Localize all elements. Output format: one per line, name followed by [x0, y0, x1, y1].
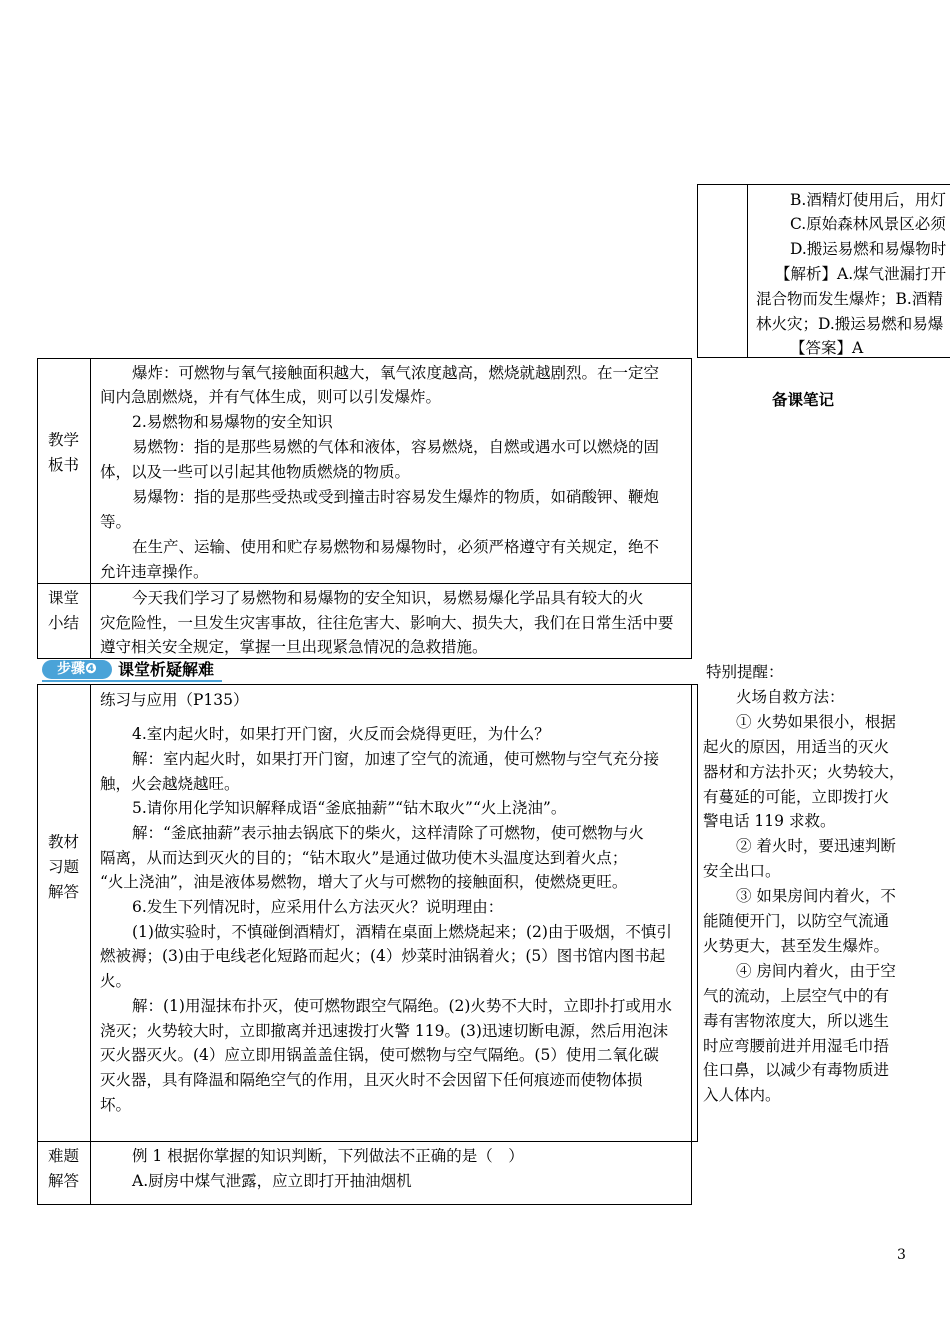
table-border: [90, 684, 91, 1205]
difficult-label: 解答: [47, 1172, 79, 1190]
side-note-line: ③ 如果房间内着火，不: [736, 887, 896, 905]
board-line: 易燃物：指的是那些易燃的气体和液体，容易燃烧，自燃或遇水可以燃烧的固: [132, 438, 660, 456]
table-border: [691, 684, 692, 1205]
table-border: [691, 358, 692, 659]
board-line: 体，以及一些可以引起其他物质燃烧的物质。: [100, 463, 411, 481]
side-note-line: 起火的原因，用适当的灭火: [703, 738, 890, 756]
step-underline: [42, 680, 222, 682]
board-line: 2.易燃物和易爆物的安全知识: [132, 413, 333, 431]
side-note-line: 器材和方法扑灭；火势较大，: [703, 763, 905, 781]
summary-line: 遵守相关安全规定，掌握一旦出现紧急情况的急救措施。: [100, 638, 488, 656]
textbook-line: 浇灭；火势较大时，立即撤离并迅速拨打火警 119。(3)迅速切断电源，然后用泡沫: [100, 1022, 668, 1040]
step-title: 课堂析疑解难: [118, 660, 215, 679]
difficult-line: A.厨房中煤气泄露，应立即打开抽油烟机: [132, 1172, 412, 1190]
textbook-line: 解：(1)用湿抹布扑灭，使可燃物跟空气隔绝。(2)火势不大时，立即扑打或用水: [132, 997, 672, 1015]
difficult-line: 例 1 根据你掌握的知识判断，下列做法不正确的是（ ）: [132, 1147, 524, 1165]
side-note-line: 气的流动，上层空气中的有: [703, 987, 890, 1005]
summary-label: 课堂: [47, 589, 79, 607]
board-line: 间内急剧燃烧，并有气体生成，则可以引发爆炸。: [100, 388, 442, 406]
board-label: 教学: [47, 431, 79, 449]
textbook-line: 5.请你用化学知识解释成语“釜底抽薪”“钻木取火”“火上浇油”。: [132, 799, 567, 817]
textbook-line: “火上浇油”，油是液体易燃物，增大了火与可燃物的接触面积，使燃烧更旺。: [100, 873, 628, 891]
table-border: [37, 358, 691, 359]
difficult-label: 难题: [47, 1147, 79, 1165]
side-note-line: 毒有害物浓度大，所以逃生: [703, 1012, 890, 1030]
board-line: 爆炸：可燃物与氧气接触面积越大，氧气浓度越高，燃烧就越剧烈。在一定空: [132, 364, 660, 382]
top-box-line: 林火灾；D.搬运易燃和易爆: [756, 315, 944, 333]
side-note-line: 火场自救方法：: [736, 688, 845, 706]
table-border: [37, 1141, 697, 1142]
side-note-line: 特别提醒：: [706, 663, 784, 681]
top-box-line: C.原始森林风景区必须: [790, 215, 946, 233]
top-box-line: 【解析】A.煤气泄漏打开: [775, 265, 947, 283]
textbook-line: 隔离，从而达到灭火的目的；“钻木取火”是通过做功使木头温度达到着火点；: [100, 849, 628, 867]
top-box-border: [747, 184, 748, 358]
textbook-label: 解答: [47, 883, 79, 901]
side-note-line: 时应弯腰前进并用湿毛巾捂: [703, 1037, 890, 1055]
top-box-line: 混合物而发生爆炸；B.酒精: [756, 290, 943, 308]
side-notes-title: 备课笔记: [772, 391, 835, 409]
top-box-line: 【答案】A: [790, 339, 864, 357]
textbook-line: 4.室内起火时，如果打开门窗，火反而会烧得更旺，为什么？: [132, 725, 550, 743]
board-line: 易爆物：指的是那些受热或受到撞击时容易发生爆炸的物质，如硝酸钾、鞭炮: [132, 488, 660, 506]
side-note-line: 入人体内。: [703, 1086, 781, 1104]
board-label: 板书: [47, 456, 79, 474]
summary-line: 今天我们学习了易燃物和易爆物的安全知识，易燃易爆化学品具有较大的火: [132, 589, 644, 607]
textbook-line: 灭火器，具有降温和隔绝空气的作用，且灭火时不会因留下任何痕迹而使物体损: [100, 1071, 643, 1089]
textbook-line: 练习与应用（P135）: [100, 691, 249, 709]
textbook-line: 6.发生下列情况时，应采用什么方法灭火？说明理由：: [132, 898, 504, 916]
textbook-line: 触，火会越烧越旺。: [100, 775, 240, 793]
top-box-border: [697, 184, 950, 185]
board-line: 在生产、运输、使用和贮存易燃物和易爆物时，必须严格遵守有关规定，绝不: [132, 538, 660, 556]
side-note-line: ① 火势如果很小，根据: [736, 713, 896, 731]
summary-label: 小结: [47, 614, 79, 632]
page-number: 3: [897, 1247, 906, 1263]
side-note-line: ④ 房间内着火，由于空: [736, 962, 896, 980]
side-note-line: 安全出口。: [703, 862, 781, 880]
side-note-line: 有蔓延的可能，立即拨打火: [703, 788, 890, 806]
top-box-border: [697, 184, 698, 358]
side-note-line: 警电话 119 求救。: [703, 812, 836, 830]
board-line: 等。: [100, 513, 132, 531]
top-box-line: D.搬运易燃和易爆物时: [790, 240, 947, 258]
side-note-line: 能随便开门，以防空气流通: [703, 912, 890, 930]
top-box-line: B.酒精灯使用后，用灯: [790, 191, 946, 209]
table-border: [37, 1204, 691, 1205]
table-border: [37, 684, 697, 685]
board-line: 允许违章操作。: [100, 563, 209, 581]
textbook-line: 灭火器灭火。(4）应立即用锅盖盖住锅，使可燃物与空气隔绝。(5）使用二氧化碳: [100, 1046, 659, 1064]
summary-line: 灾危险性，一旦发生灾害事故，往往危害大、影响大、损失大，我们在日常生活中要: [100, 614, 674, 632]
side-note-line: 住口鼻，以减少有毒物质进: [703, 1061, 890, 1079]
textbook-line: (1)做实验时，不慎碰倒酒精灯，酒精在桌面上燃烧起来；(2)由于吸烟，不慎引: [132, 923, 672, 941]
step-badge: 步骤❹: [42, 660, 112, 679]
textbook-line: 解：“釜底抽薪”表示抽去锅底下的柴火，这样清除了可燃物，使可燃物与火: [132, 824, 644, 842]
side-note-line: ② 着火时，要迅速判断: [736, 837, 896, 855]
textbook-line: 燃被褥；(3)由于电线老化短路而起火；(4）炒菜时油锅着火；(5）图书馆内图书起: [100, 947, 666, 965]
textbook-label: 教材: [47, 833, 79, 851]
textbook-label: 习题: [47, 858, 79, 876]
textbook-line: 解：室内起火时，如果打开门窗，加速了空气的流通，使可燃物与空气充分接: [132, 750, 660, 768]
textbook-line: 火。: [100, 972, 132, 990]
side-note-line: 火势更大，甚至发生爆炸。: [703, 937, 890, 955]
table-border: [37, 684, 38, 1205]
textbook-line: 坏。: [100, 1096, 132, 1114]
table-border: [697, 684, 698, 1142]
table-border: [90, 358, 91, 659]
